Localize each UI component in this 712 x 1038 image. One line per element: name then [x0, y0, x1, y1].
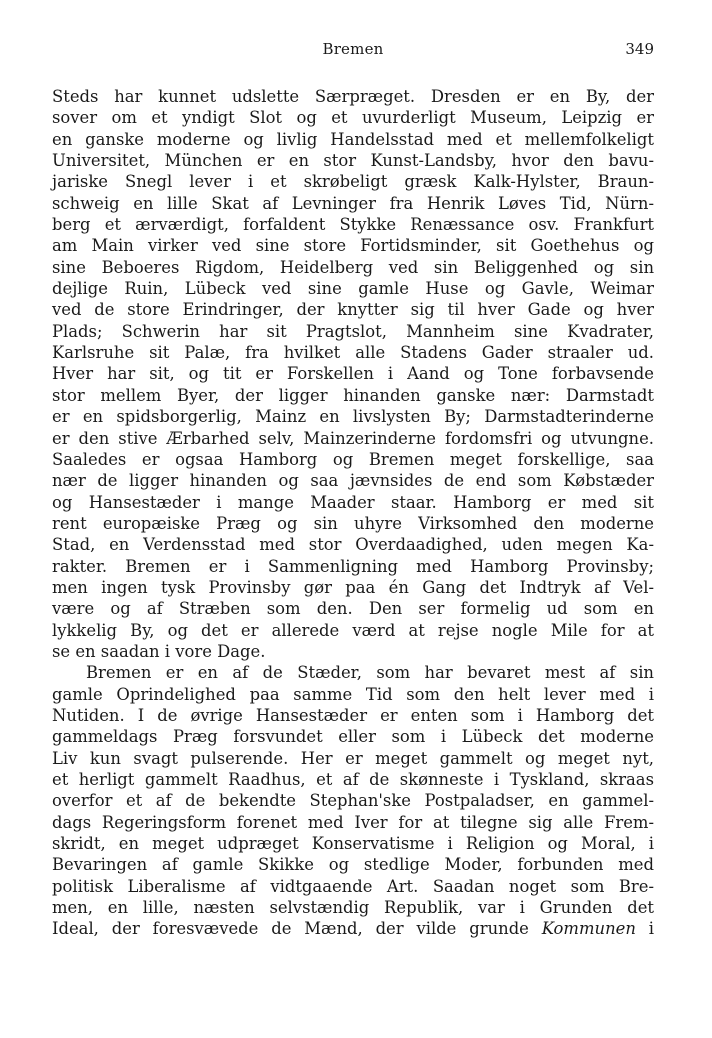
text-line: rakter. Bremen er i Sammenligning med Hamborg Provinsby;: [52, 556, 654, 576]
emphasis-kommunen: Kommunen: [541, 919, 636, 939]
text-line: nær de ligger hinanden og saa jævnsides de end som Købstæder: [52, 471, 654, 491]
text-line: se en saadan i vore Dage.: [52, 641, 266, 661]
text-line: sover om et yndigt Slot og et uvurderligt Museum, Leipzig er: [52, 108, 654, 128]
text-line: og Hansestæder i mange Maader staar. Hamborg er med sit: [52, 492, 654, 512]
text-line: Bremen er en af de Stæder, som har bevaret mest af sin: [86, 663, 654, 683]
text-line: rent europæiske Præg og sin uhyre Virksomhed den moderne: [52, 513, 654, 533]
page-number: 349: [625, 40, 654, 58]
text-line: overfor et af de bekendte Stephan'ske Postpaladser, en gammel-: [52, 791, 654, 811]
text-line: et herligt gammelt Raadhus, et af de skønneste i Tyskland, skraas: [52, 770, 654, 789]
text-line: jariske Snegl lever i et skrøbeligt græsk Kalk-Hylster, Braun-: [52, 172, 654, 192]
text-line: sine Beboeres Rigdom, Heidelberg ved sin Beliggenhed og sin: [52, 257, 654, 277]
text-line: Universitet, München er en stor Kunst-Landsby, hvor den bavu-: [52, 151, 654, 171]
text-line: Hver har sit, og tit er Forskellen i Aand og Tone forbavsende: [52, 364, 654, 384]
text-line: gammeldags Præg forsvundet eller som i Lübeck det moderne: [52, 727, 654, 747]
text-line: gamle Oprindelighed paa samme Tid som den helt lever med i: [52, 684, 654, 704]
text-line: Nutiden. I de øvrige Hansestæder er enten som i Hamborg det: [52, 705, 654, 725]
text-line: schweig en lille Skat af Levninger fra Henrik Løves Tid, Nürn-: [52, 193, 654, 213]
text-line-final: [52, 918, 654, 939]
text-line: am Main virker ved sine store Fortidsminder, sit Goethehus og: [52, 236, 654, 256]
text-line: Steds har kunnet udslette Særpræget. Dresden er en By, der: [52, 87, 654, 106]
paragraph-1: [52, 86, 654, 662]
text-line: lykkelig By, og det er allerede værd at rejse nogle Mile for at: [52, 620, 654, 640]
final-line-prefix: Ideal, der foresvævede de Mænd, der vilde grunde: [52, 919, 542, 939]
text-line: er den stive Ærbarhed selv, Mainzerinderne fordomsfri og utvungne.: [52, 428, 654, 448]
text-line: skridt, en meget udpræget Konservatisme i Religion og Moral, i: [52, 834, 654, 854]
text-line: politisk Liberalisme af vidtgaaende Art. Saadan noget som Bre-: [52, 876, 654, 896]
text-line: ved de store Erindringer, der knytter sig til hver Gade og hver: [52, 300, 654, 320]
text-line: men, en lille, næsten selvstændig Republik, var i Grunden det: [52, 898, 654, 918]
final-line-suffix: i: [635, 919, 654, 939]
paragraph-2: [52, 662, 654, 939]
text-line: Stad, en Verdensstad med stor Overdaadighed, uden megen Ka-: [52, 535, 654, 555]
text-line: Liv kun svagt pulserende. Her er meget gammelt og meget nyt,: [52, 748, 654, 768]
text-line: er en spidsborgerlig, Mainz en livslysten By; Darmstadterinderne: [52, 407, 654, 427]
text-line: Plads; Schwerin har sit Pragtslot, Mannheim sine Kvadrater,: [52, 321, 654, 341]
text-line: Karlsruhe sit Palæ, fra hvilket alle Stadens Gader straaler ud.: [52, 343, 654, 363]
text-line: en ganske moderne og livlig Handelsstad med et mellemfolkeligt: [52, 129, 654, 149]
running-title: Bremen: [322, 40, 384, 58]
body-text: [52, 86, 654, 940]
text-line: dags Regeringsform forenet med Iver for at tilegne sig alle Frem-: [52, 812, 654, 832]
running-head: [52, 40, 654, 62]
text-line: dejlige Ruin, Lübeck ved sine gamle Huse og Gavle, Weimar: [52, 279, 654, 299]
text-line: Saaledes er ogsaa Hamborg og Bremen meget forskellige, saa: [52, 449, 654, 469]
text-line: være og af Stræben som den. Den ser formelig ud som en: [52, 599, 654, 619]
text-line: berg et ærværdigt, forfaldent Stykke Renæssance osv. Frankfurt: [52, 215, 654, 235]
text-line: men ingen tysk Provinsby gør paa én Gang det Indtryk af Vel-: [52, 577, 654, 597]
text-line: stor mellem Byer, der ligger hinanden ganske nær: Darmstadt: [52, 385, 654, 405]
text-line: Bevaringen af gamle Skikke og stedlige Moder, forbunden med: [52, 855, 654, 875]
